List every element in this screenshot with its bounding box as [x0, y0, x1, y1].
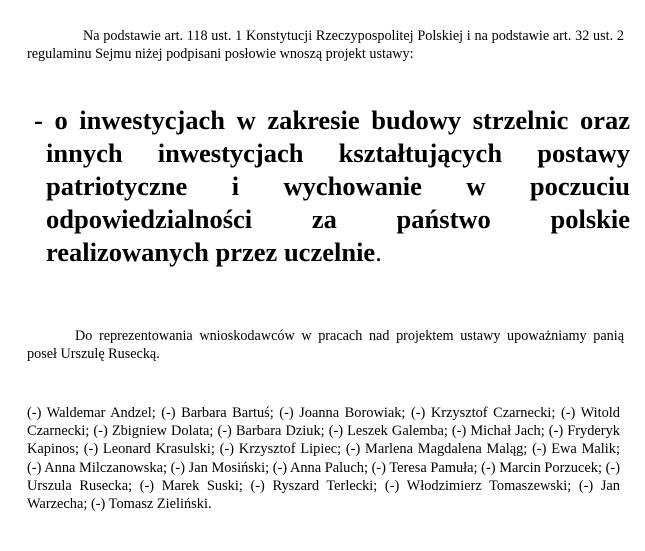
intro-paragraph: Na podstawie art. 118 ust. 1 Konstytucji Rzeczypospolitej Polskiej i na podstawie art. 32 ust. 2 regulaminu Sejmu niżej podpisani posłowie wnoszą projekt ustawy: [27, 28, 624, 62]
bill-title-period: . [375, 237, 382, 267]
bill-title [34, 104, 630, 269]
signatories-list: (-) Waldemar Andzel; (-) Barbara Bartuś; (-) Joanna Borowiak; (-) Krzysztof Czarnecki; (-) Witold Czarnecki; (-) Zbigniew Dolata; (-) Barbara Dziuk; (-) Leszek Galemba; (-) Michał Jach; (-) Fryderyk Kapinos; (-) Leonard Krasulski; (-) Krzysztof Lipiec; (-) Marlena Magdalena Maląg; (-) Ewa Malik; (-) Anna Milczanowska; (-) Jan Mosiński; (-) Anna Paluch; (-) Teresa Pamuła; (-) Marcin Porzucek; (-) Urszula Rusecka; (-) Marek Suski; (-) Ryszard Terlecki; (-) Włodzimierz Tomaszewski; (-) Jan Warzecha; (-) Tomasz Zieliński. [27, 405, 620, 513]
bill-title-text: - o inwestycjach w zakresie budowy strzelnic oraz innych inwestycjach kształtujących postawy patriotyczne i wychowanie w poczuciu odpowiedzialności za państwo polskie realizowanych przez uczelnie [34, 105, 630, 267]
representation-paragraph: Do reprezentowania wnioskodawców w pracach nad projektem ustawy upoważniamy panią poseł Urszulę Rusecką. [27, 328, 624, 362]
